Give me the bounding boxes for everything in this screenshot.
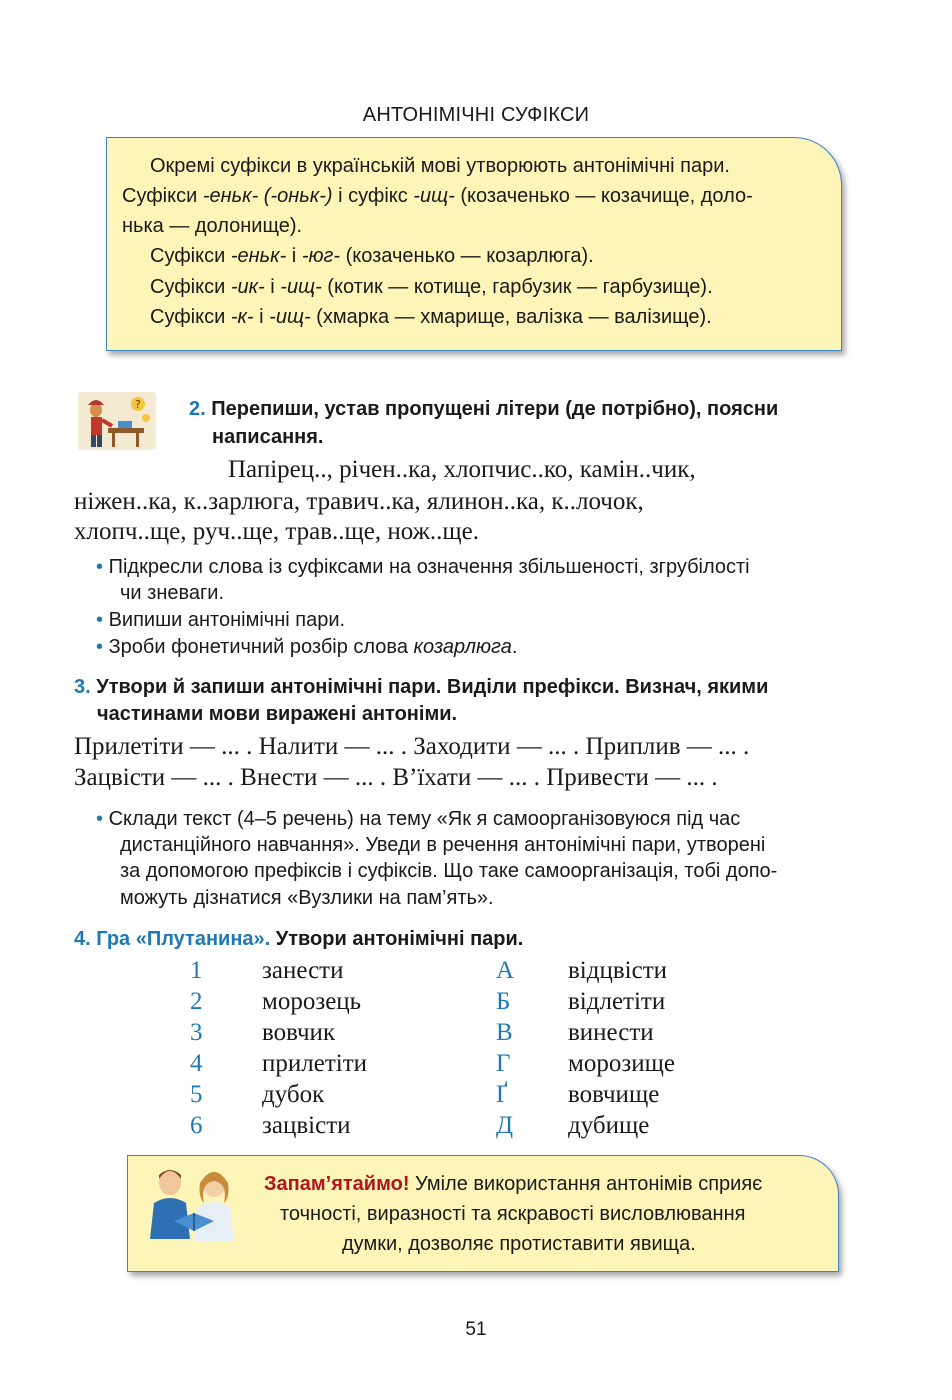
exercise-2-bullet-1-cont: чи зневаги. xyxy=(120,582,225,604)
right-letter: В xyxy=(496,1019,513,1046)
remember-line-3: думки, дозволяє протиставити явища. xyxy=(342,1233,696,1255)
bullet-icon: • xyxy=(96,556,104,578)
remember-line-1: Запам’ятаймо! Уміле використання антонімів сприяє xyxy=(264,1173,763,1195)
left-number: 4 xyxy=(190,1050,203,1077)
left-word: вовчик xyxy=(262,1019,336,1046)
exercise-2-task-cont: написання. xyxy=(212,426,324,448)
boy-studying-icon xyxy=(76,390,158,452)
left-number: 6 xyxy=(190,1112,203,1139)
right-word: морозище xyxy=(568,1050,675,1077)
right-word: відцвісти xyxy=(568,957,667,984)
exercise-3-task-cont: частинами мови виражені антоніми. xyxy=(97,703,458,725)
rule-line-2: Суфікси -еньк- (-оньк-) і суфікс -ищ- (козаченько — козачище, доло- xyxy=(122,185,753,207)
exercise-4-task: 4. Гра «Плутанина». Утвори антонімічні пари. xyxy=(74,928,524,950)
exercise-2-text-1: Папірец.., річен..ка, хлопчис..ко, камін..чик, xyxy=(228,456,696,483)
exercise-2-bullet-1: • Підкресли слова із суфіксами на означення збільшеності, згрубілості xyxy=(96,556,750,578)
exercise-3-bullet-1-line-3: за допомогою префіксів і суфіксів. Що таке самоорганізація, тобі допо- xyxy=(120,860,778,882)
section-title: АНТОНІМІЧНІ СУФІКСИ xyxy=(362,104,590,126)
left-number: 3 xyxy=(190,1019,203,1046)
svg-text:?: ? xyxy=(135,398,141,411)
left-word: прилетіти xyxy=(262,1050,368,1077)
right-letter: А xyxy=(496,957,515,984)
exercise-2-task: 2. Перепиши, устав пропущені літери (де потрібно), поясни xyxy=(189,398,779,420)
left-word: зацвісти xyxy=(262,1112,351,1139)
remember-line-2: точності, виразності та яскравості висловлювання xyxy=(280,1203,746,1225)
right-letter: Г xyxy=(496,1050,511,1077)
exercise-2-bullet-2: • Випиши антонімічні пари. xyxy=(96,609,346,631)
exercise-2-text-3: хлопч..ще, руч..ще, трав..ще, нож..ще. xyxy=(74,518,479,545)
exercise-2-bullet-3: • Зроби фонетичний розбір слова козарлюга. xyxy=(96,636,518,658)
rule-line-4: Суфікси -еньк- і -юг- (козаченько — козарлюга). xyxy=(150,245,594,267)
right-word: дубище xyxy=(568,1112,650,1139)
right-letter: Ґ xyxy=(496,1081,508,1108)
right-word: винести xyxy=(568,1019,654,1046)
page-number: 51 xyxy=(465,1319,487,1340)
bullet-icon: • xyxy=(96,808,104,830)
exercise-3-text-2: Зацвісти — ... . Внести — ... . В’їхати — ... . Привести — ... . xyxy=(74,764,718,791)
exercise-3-task: 3. Утвори й запиши антонімічні пари. Виділи префікси. Визнач, якими xyxy=(74,676,769,698)
right-word: вовчище xyxy=(568,1081,660,1108)
two-kids-reading-icon xyxy=(140,1163,246,1249)
rule-line-3: нька — долонище). xyxy=(122,215,303,237)
right-letter: Б xyxy=(496,988,511,1015)
bullet-icon: • xyxy=(96,609,104,631)
right-letter: Д xyxy=(496,1112,514,1139)
left-word: морозець xyxy=(262,988,362,1015)
exercise-3-bullet-1: • Склади текст (4–5 речень) на тему «Як я самоорганізовуюся під час xyxy=(96,808,741,830)
exercise-3-bullet-1-line-4: можуть дізнатися «Вузлики на пам’ять». xyxy=(120,887,494,909)
bullet-icon: • xyxy=(96,636,104,658)
rule-line-1: Окремі суфікси в українській мові утворюють антонімічні пари. xyxy=(150,155,730,177)
exercise-2-text-2: ніжен..ка, к..зарлюга, травич..ка, ялинон..ка, к..лочок, xyxy=(74,488,644,515)
rule-line-6: Суфікси -к- і -ищ- (хмарка — хмарище, валізка — валізище). xyxy=(150,306,712,328)
rule-line-5: Суфікси -ик- і -ищ- (котик — котище, гарбузик — гарбузище). xyxy=(150,276,713,298)
left-word: занести xyxy=(262,957,344,984)
left-number: 1 xyxy=(190,957,203,984)
exercise-3-bullet-1-line-2: дистанційного навчання». Уведи в речення антонімічні пари, утворені xyxy=(120,834,766,856)
left-number: 2 xyxy=(190,988,203,1015)
left-word: дубок xyxy=(262,1081,325,1108)
left-number: 5 xyxy=(190,1081,203,1108)
rule-box xyxy=(106,137,842,351)
exercise-3-text-1: Прилетіти — ... . Налити — ... . Заходити — ... . Приплив — ... . xyxy=(74,733,750,760)
right-word: відлетіти xyxy=(568,988,666,1015)
